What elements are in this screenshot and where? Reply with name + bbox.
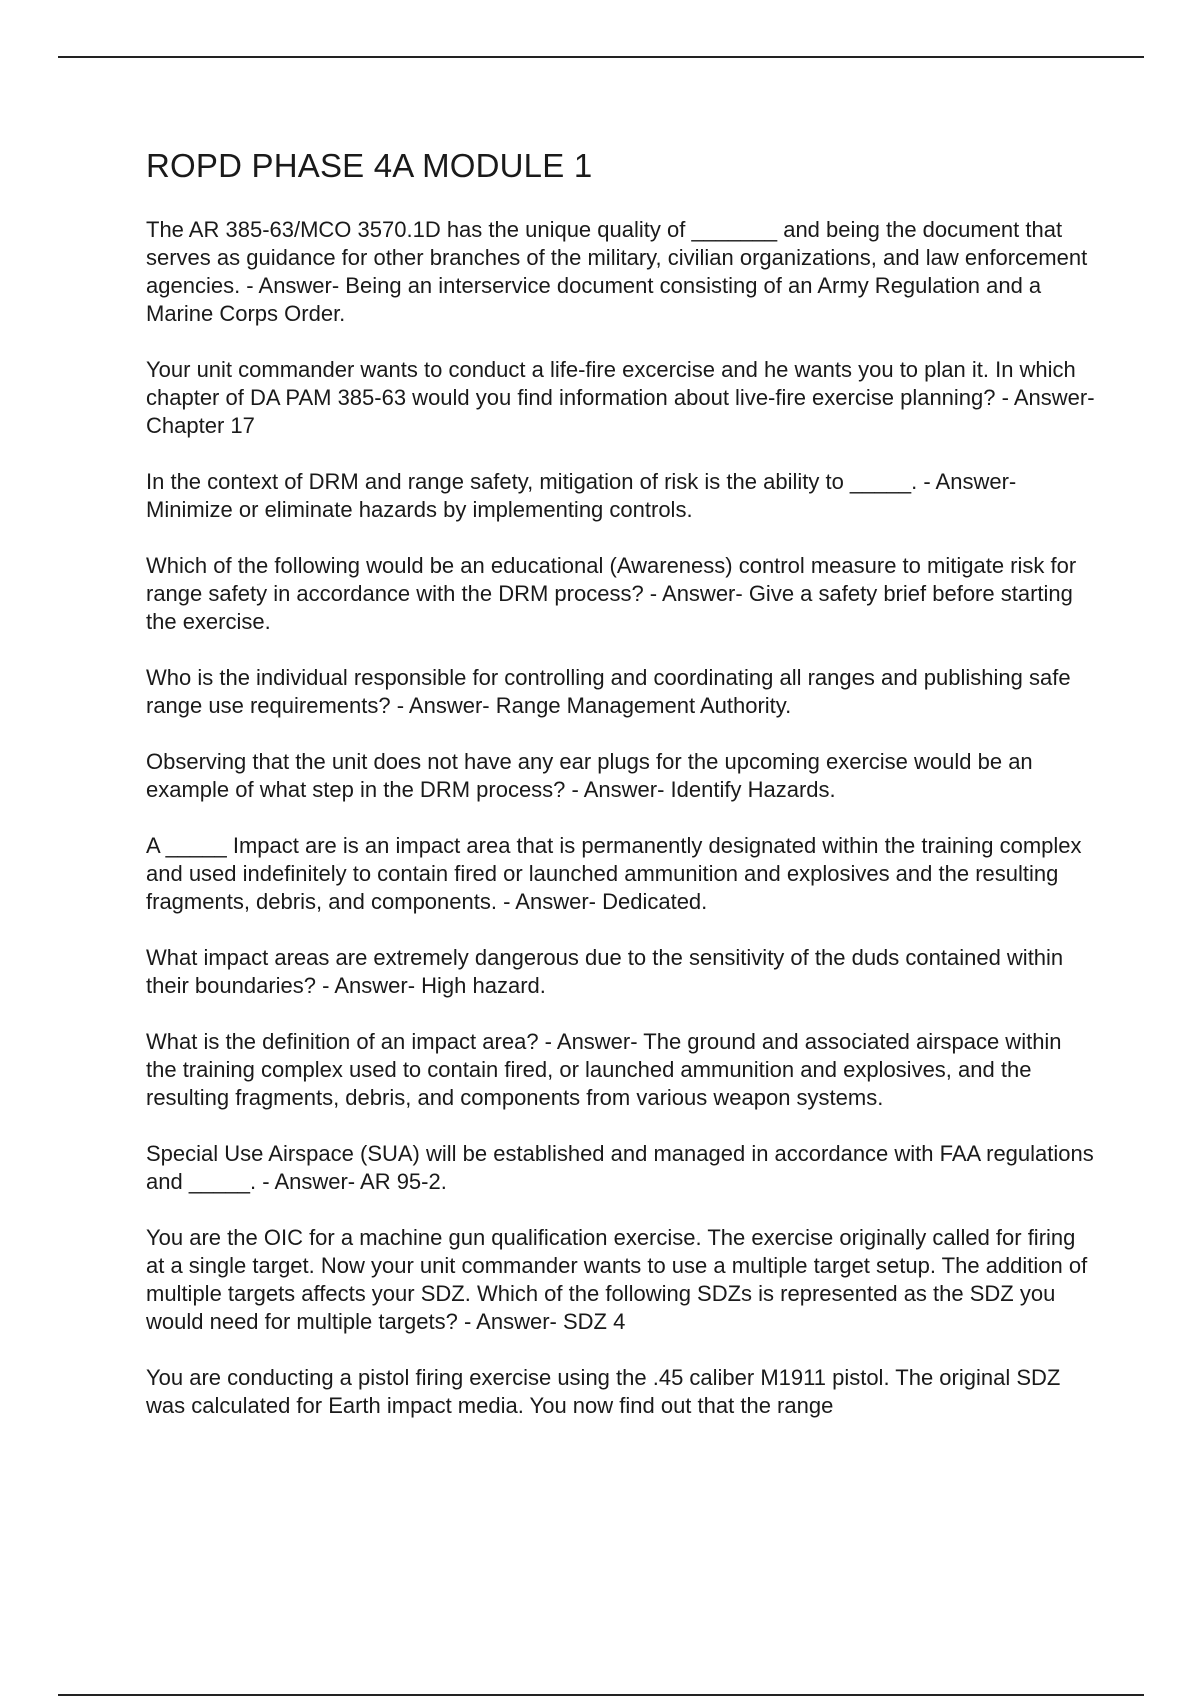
qa-item: The AR 385-63/MCO 3570.1D has the unique quality of _______ and being the document that serves as guidance for other branches of the military, civilian organizations, and law enforcement agencies. - Answer- Being an interservice document consisting of an Army Regulation and a Marine Corps Order.	[146, 217, 1088, 326]
document-body	[146, 142, 1096, 1448]
qa-item: What impact areas are extremely dangerous due to the sensitivity of the duds contained within their boundaries? - Answer- High hazard.	[146, 945, 1064, 998]
qa-item: Observing that the unit does not have any ear plugs for the upcoming exercise would be an example of what step in the DRM process? - Answer- Identify Hazards.	[146, 749, 1033, 802]
page-title: ROPD PHASE 4A MODULE 1	[146, 147, 593, 184]
bottom-divider	[58, 1694, 1144, 1696]
qa-item: Your unit commander wants to conduct a life-fire excercise and he wants you to plan it. In which chapter of DA PAM 385-63 would you find information about live-fire exercise planning? - Answer- Chapter 17	[146, 357, 1095, 438]
qa-item: A _____ Impact are is an impact area that is permanently designated within the training complex and used indefinitely to contain fired or launched ammunition and explosives and the resulting fragments, debris, and components. - Answer- Dedicated.	[146, 833, 1082, 914]
qa-list	[146, 216, 1096, 1420]
qa-item: You are the OIC for a machine gun qualification exercise. The exercise originally called for firing at a single target. Now your unit commander wants to use a multiple target setup. The addition of multiple targets affects your SDZ. Which of the following SDZs is represented as the SDZ you would need for multiple targets? - Answer- SDZ 4	[146, 1225, 1088, 1334]
qa-item: Who is the individual responsible for controlling and coordinating all ranges and publishing safe range use requirements? - Answer- Range Management Authority.	[146, 665, 1071, 718]
qa-item: You are conducting a pistol firing exercise using the .45 caliber M1911 pistol. The original SDZ was calculated for Earth impact media. You now find out that the range	[146, 1365, 1061, 1418]
qa-item: Special Use Airspace (SUA) will be established and managed in accordance with FAA regulations and _____. - Answer- AR 95-2.	[146, 1141, 1094, 1194]
qa-item: In the context of DRM and range safety, mitigation of risk is the ability to _____. - Answer- Minimize or eliminate hazards by implementing controls.	[146, 469, 1017, 522]
qa-item: What is the definition of an impact area? - Answer- The ground and associated airspace within the training complex used to contain fired, or launched ammunition and explosives, and the resulting fragments, debris, and components from various weapon systems.	[146, 1029, 1062, 1110]
top-divider	[58, 56, 1144, 58]
qa-item: Which of the following would be an educational (Awareness) control measure to mitigate risk for range safety in accordance with the DRM process? - Answer- Give a safety brief before starting the exercise.	[146, 553, 1077, 634]
